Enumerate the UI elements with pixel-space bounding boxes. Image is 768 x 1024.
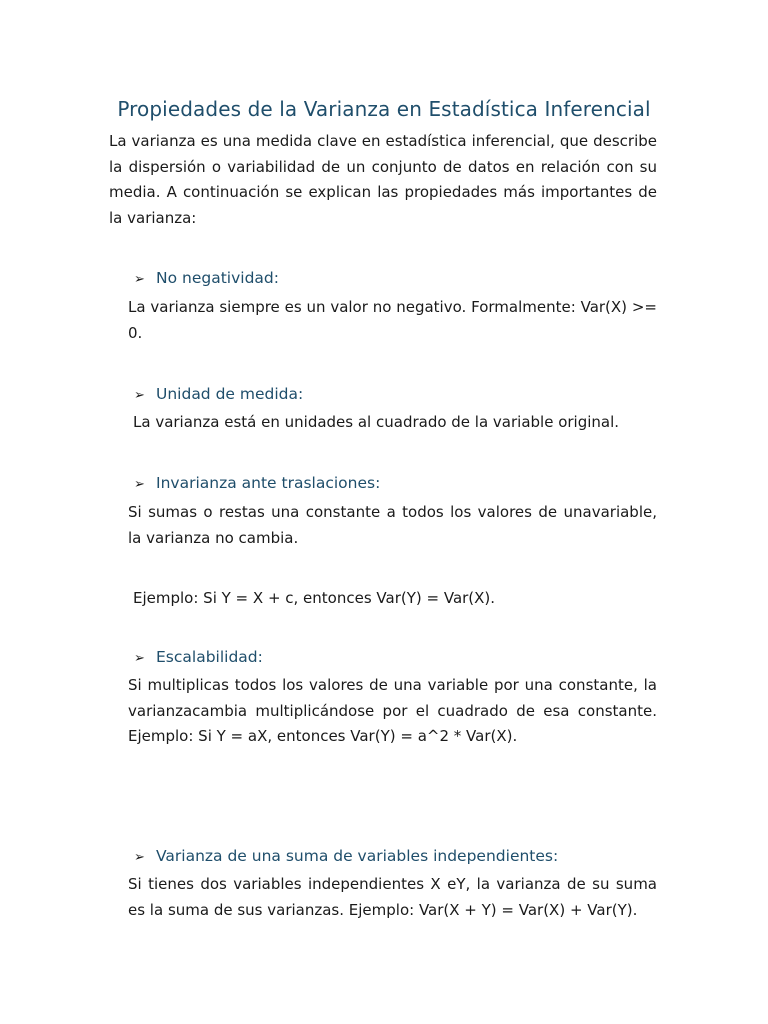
section-body-no-negatividad: La varianza siempre es un valor no negativo. Formalmente: Var(X) >= 0. [128, 298, 657, 342]
section-heading-label: Varianza de una suma de variables independientes: [156, 847, 559, 865]
arrow-bullet-icon: ➢ [134, 850, 145, 865]
section-heading-label: Invarianza ante traslaciones: [156, 474, 381, 492]
section-body-invarianza: Si sumas o restas una constante a todos los valores de unavariable, la varianza no cambia. [128, 503, 657, 547]
section-heading-unidad-de-medida [134, 385, 303, 403]
arrow-bullet-icon: ➢ [134, 477, 145, 492]
section-heading-label: No negatividad: [156, 269, 279, 287]
section-heading-no-negatividad [134, 269, 279, 287]
section-heading-escalabilidad [134, 648, 263, 666]
section-heading-invarianza [134, 474, 380, 492]
section-body-escalabilidad: Si multiplicas todos los valores de una variable por una constante, la varianzacambia multiplicándose por el cuadrado de esa constante. Ejemplo: Si Y = aX, entonces Var(Y) = a^2 * Var(X). [128, 676, 657, 746]
section-heading-label: Unidad de medida: [156, 385, 304, 403]
section-body-unidad-de-medida: La varianza está en unidades al cuadrado de la variable original. [133, 413, 620, 431]
arrow-bullet-icon: ➢ [134, 388, 145, 403]
section-heading-label: Escalabilidad: [156, 648, 263, 666]
section-example-invarianza: Ejemplo: Si Y = X + c, entonces Var(Y) = Var(X). [133, 589, 496, 607]
document-title: Propiedades de la Varianza en Estadística Inferencial [117, 97, 651, 121]
section-body-suma-independientes: Si tienes dos variables independientes X eY, la varianza de su suma es la suma de sus varianzas. Ejemplo: Var(X + Y) = Var(X) + Var(Y). [128, 875, 657, 919]
intro-paragraph: La varianza es una medida clave en estadística inferencial, que describe la dispersión o variabilidad de un conjunto de datos en relación con su media. A continuación se explican las propiedades más importantes de la varianza: [109, 132, 657, 228]
section-heading-suma-independientes [134, 847, 558, 865]
arrow-bullet-icon: ➢ [134, 651, 145, 666]
arrow-bullet-icon: ➢ [134, 272, 145, 287]
